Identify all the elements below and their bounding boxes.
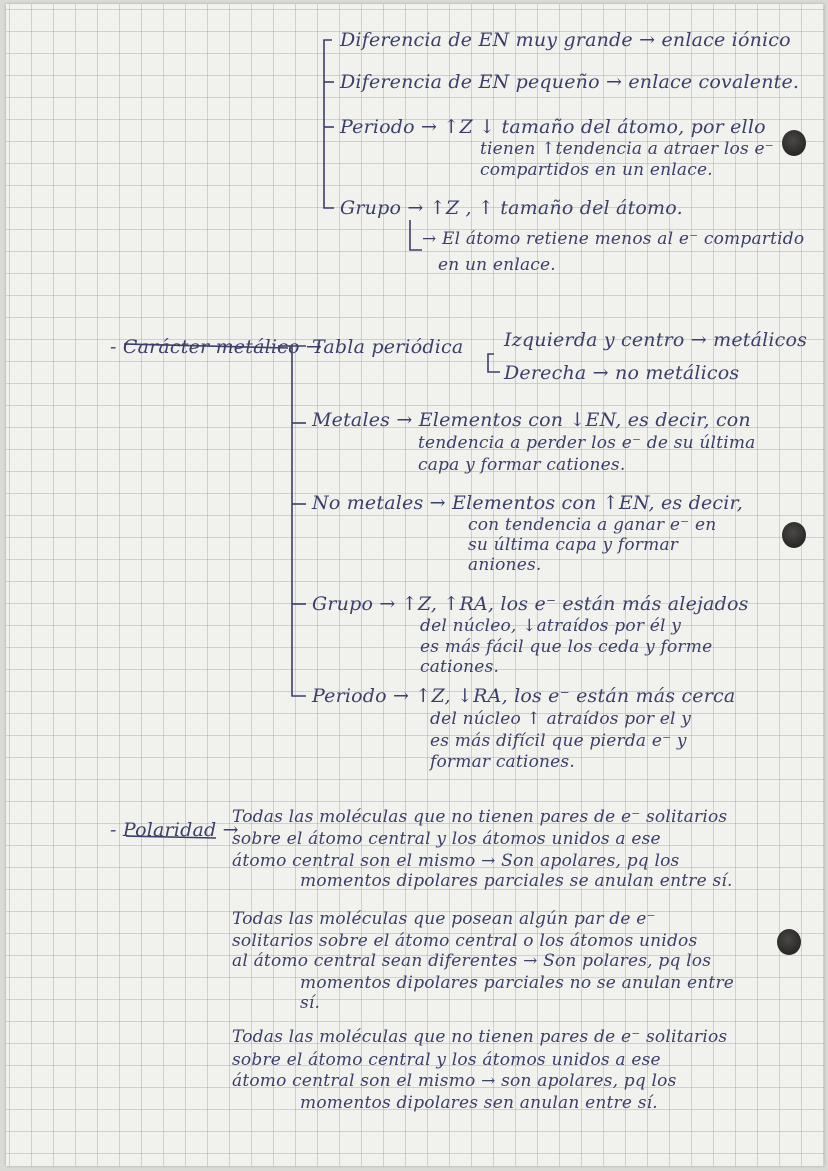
en-periodo-line1: Periodo → ↑Z ↓ tamaño del átomo, por ello	[340, 116, 766, 138]
polaridad-p3-line3: átomo central son el mismo → son apolares, pq los	[232, 1071, 677, 1091]
en-grupo-line2: → El átomo retiene menos al e⁻ compartido	[422, 229, 805, 249]
metalico-periodo-line3: es más difícil que pierda e⁻ y	[430, 731, 687, 751]
metalico-periodo-line2: del núcleo ↑ atraídos por el y	[430, 709, 692, 729]
polaridad-p1-line3: átomo central son el mismo → Son apolares, pq los	[232, 851, 680, 871]
en-large-difference: Diferencia de EN muy grande → enlace iónico	[340, 29, 791, 51]
polaridad-p3-line4: momentos dipolares sen anulan entre sí.	[300, 1093, 658, 1113]
polaridad-heading: - Polaridad →	[110, 819, 239, 841]
en-periodo-line3: compartidos en un enlace.	[480, 160, 713, 180]
en-grupo-line1: Grupo → ↑Z , ↑ tamaño del átomo.	[340, 197, 683, 219]
metalico-periodo-line4: formar cationes.	[430, 752, 575, 772]
polaridad-p2-line1: Todas las moléculas que posean algún par de e⁻	[232, 909, 656, 929]
polaridad-p3-line1: Todas las moléculas que no tienen pares de e⁻ solitarios	[232, 1027, 728, 1047]
metalico-periodo-line1: Periodo → ↑Z, ↓RA, los e⁻ están más cerca	[312, 685, 736, 707]
notebook-page	[6, 4, 824, 1166]
polaridad-p2-line2: solitarios sobre el átomo central o los átomos unidos	[232, 931, 698, 951]
metalico-izquierda: Izquierda y centro → metálicos	[504, 329, 808, 351]
no-metales-line4: aniones.	[468, 555, 542, 575]
no-metales-line1: No metales → Elementos con ↑EN, es decir,	[312, 492, 743, 514]
polaridad-p2-line3: al átomo central sean diferentes → Son polares, pq los	[232, 951, 712, 971]
metales-line2: tendencia a perder los e⁻ de su última	[418, 433, 756, 453]
metalico-grupo-line3: es más fácil que los ceda y forme	[420, 637, 713, 657]
en-small-difference: Diferencia de EN pequeño → enlace covalente.	[340, 71, 800, 93]
metalico-grupo-line4: cationes.	[420, 657, 500, 677]
polaridad-p2-line4: momentos dipolares parciales no se anulan entre	[300, 973, 735, 993]
metales-line3: capa y formar cationes.	[418, 455, 626, 475]
metalico-heading: - Carácter metálico →	[110, 336, 322, 358]
polaridad-p1-line4: momentos dipolares parciales se anulan entre sí.	[300, 871, 733, 891]
polaridad-p2-line5: sí.	[300, 993, 321, 1013]
polaridad-p1-line1: Todas las moléculas que no tienen pares de e⁻ solitarios	[232, 807, 728, 827]
no-metales-line3: su última capa y formar	[468, 535, 679, 555]
no-metales-line2: con tendencia a ganar e⁻ en	[468, 515, 717, 535]
en-periodo-line2: tienen ↑tendencia a atraer los e⁻	[480, 139, 774, 159]
metalico-grupo-line1: Grupo → ↑Z, ↑RA, los e⁻ están más alejados	[312, 593, 749, 615]
metalico-tabla: Tabla periódica	[312, 336, 464, 358]
polaridad-p3-line2: sobre el átomo central y los átomos unidos a ese	[232, 1050, 661, 1070]
metales-line1: Metales → Elementos con ↓EN, es decir, con	[312, 409, 751, 431]
polaridad-p1-line2: sobre el átomo central y los átomos unidos a ese	[232, 829, 661, 849]
en-grupo-line3: en un enlace.	[438, 255, 556, 275]
metalico-grupo-line2: del núcleo, ↓atraídos por él y	[420, 616, 682, 636]
metalico-derecha: Derecha → no metálicos	[504, 362, 740, 384]
